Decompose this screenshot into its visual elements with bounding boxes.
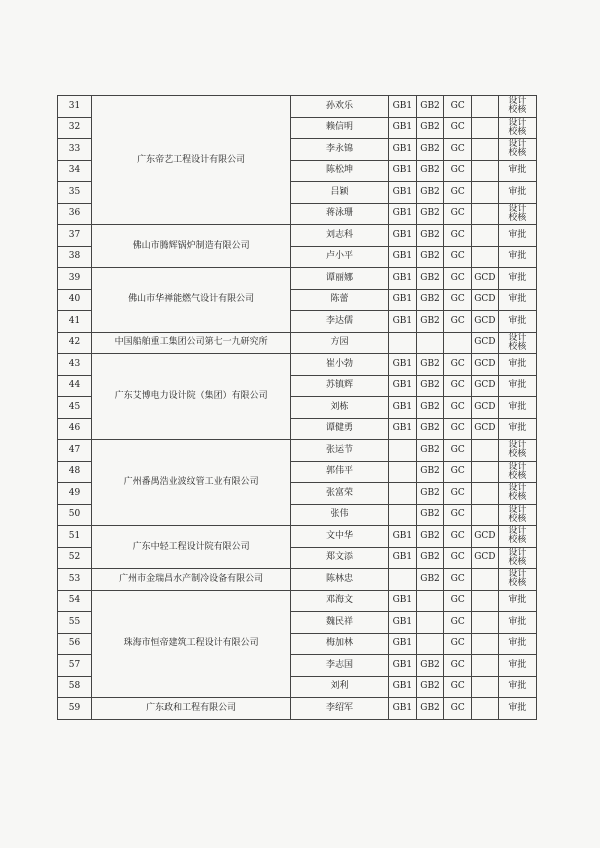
cert-gb2 — [416, 633, 444, 655]
cert-gc: GC — [444, 612, 472, 634]
cert-gc: GC — [444, 203, 472, 225]
table-row — [58, 96, 537, 118]
cert-gb1 — [389, 483, 417, 505]
role-cell: 审批 — [498, 225, 536, 247]
cert-gb2: GB2 — [416, 354, 444, 376]
role-cell: 审批 — [498, 676, 536, 698]
row-number: 57 — [58, 655, 92, 677]
cert-gb1: GB1 — [389, 268, 417, 290]
person-name: 崔小勃 — [291, 354, 389, 376]
cert-gb2: GB2 — [416, 547, 444, 569]
role-cell: 设计 校核 — [498, 203, 536, 225]
cert-gb1: GB1 — [389, 397, 417, 419]
person-name: 张伟 — [291, 504, 389, 526]
person-name: 刘志科 — [291, 225, 389, 247]
cert-gc: GC — [444, 655, 472, 677]
cert-gcd: GCD — [472, 418, 499, 440]
cert-gcd — [472, 612, 499, 634]
cert-gb2: GB2 — [416, 117, 444, 139]
cert-gc: GC — [444, 418, 472, 440]
row-number: 49 — [58, 483, 92, 505]
cert-gb2: GB2 — [416, 461, 444, 483]
role-cell: 设计 校核 — [498, 504, 536, 526]
cert-gcd — [472, 633, 499, 655]
cert-gb2: GB2 — [416, 397, 444, 419]
cert-gb1: GB1 — [389, 96, 417, 118]
role-cell: 审批 — [498, 182, 536, 204]
cert-gcd — [472, 504, 499, 526]
company-name: 广东中轻工程设计院有限公司 — [92, 526, 291, 569]
personnel-table — [57, 95, 537, 720]
cert-gb1 — [389, 461, 417, 483]
row-number: 53 — [58, 569, 92, 591]
role-cell: 设计 校核 — [498, 96, 536, 118]
cert-gcd: GCD — [472, 375, 499, 397]
company-name: 广州番禺浩业波纹管工业有限公司 — [92, 440, 291, 526]
cert-gb1: GB1 — [389, 139, 417, 161]
row-number: 42 — [58, 332, 92, 354]
cert-gb2: GB2 — [416, 698, 444, 720]
role-cell: 审批 — [498, 311, 536, 333]
cert-gb1: GB1 — [389, 526, 417, 548]
cert-gc: GC — [444, 182, 472, 204]
cert-gb1: GB1 — [389, 633, 417, 655]
cert-gc: GC — [444, 246, 472, 268]
person-name: 李志国 — [291, 655, 389, 677]
cert-gb2: GB2 — [416, 311, 444, 333]
row-number: 55 — [58, 612, 92, 634]
cert-gcd — [472, 117, 499, 139]
cert-gb2: GB2 — [416, 655, 444, 677]
row-number: 39 — [58, 268, 92, 290]
row-number: 31 — [58, 96, 92, 118]
cert-gc: GC — [444, 483, 472, 505]
company-name: 珠海市恒帝建筑工程设计有限公司 — [92, 590, 291, 698]
row-number: 54 — [58, 590, 92, 612]
cert-gc: GC — [444, 225, 472, 247]
person-name: 卢小平 — [291, 246, 389, 268]
cert-gb2: GB2 — [416, 268, 444, 290]
cert-gc: GC — [444, 268, 472, 290]
role-cell: 设计 校核 — [498, 139, 536, 161]
role-cell: 设计 校核 — [498, 526, 536, 548]
role-cell: 设计 校核 — [498, 483, 536, 505]
table-row — [58, 526, 537, 548]
cert-gcd — [472, 590, 499, 612]
table-row — [58, 440, 537, 462]
cert-gb2 — [416, 332, 444, 354]
table-row — [58, 569, 537, 591]
cert-gcd — [472, 96, 499, 118]
role-cell: 审批 — [498, 268, 536, 290]
cert-gb2: GB2 — [416, 504, 444, 526]
cert-gb1: GB1 — [389, 203, 417, 225]
person-name: 吕颖 — [291, 182, 389, 204]
cert-gcd — [472, 160, 499, 182]
cert-gb2: GB2 — [416, 203, 444, 225]
row-number: 40 — [58, 289, 92, 311]
cert-gcd — [472, 676, 499, 698]
role-cell: 审批 — [498, 354, 536, 376]
row-number: 44 — [58, 375, 92, 397]
role-cell: 审批 — [498, 633, 536, 655]
role-cell: 审批 — [498, 289, 536, 311]
cert-gcd: GCD — [472, 547, 499, 569]
cert-gb1 — [389, 569, 417, 591]
row-number: 35 — [58, 182, 92, 204]
cert-gb1 — [389, 504, 417, 526]
person-name: 谭健勇 — [291, 418, 389, 440]
person-name: 赖信明 — [291, 117, 389, 139]
table-row — [58, 225, 537, 247]
person-name: 李永锦 — [291, 139, 389, 161]
role-cell: 审批 — [498, 418, 536, 440]
cert-gc — [444, 332, 472, 354]
cert-gc: GC — [444, 160, 472, 182]
person-name: 李绍军 — [291, 698, 389, 720]
cert-gc: GC — [444, 698, 472, 720]
cert-gb1 — [389, 440, 417, 462]
role-cell: 设计 校核 — [498, 332, 536, 354]
person-name: 蒋泳珊 — [291, 203, 389, 225]
cert-gb1: GB1 — [389, 590, 417, 612]
company-name: 广东帝艺工程设计有限公司 — [92, 96, 291, 225]
role-cell: 设计 校核 — [498, 117, 536, 139]
cert-gb1: GB1 — [389, 117, 417, 139]
cert-gcd — [472, 440, 499, 462]
row-number: 37 — [58, 225, 92, 247]
cert-gc: GC — [444, 375, 472, 397]
cert-gc: GC — [444, 289, 472, 311]
cert-gb2: GB2 — [416, 569, 444, 591]
cert-gc: GC — [444, 590, 472, 612]
cert-gb1: GB1 — [389, 547, 417, 569]
row-number: 36 — [58, 203, 92, 225]
row-number: 41 — [58, 311, 92, 333]
cert-gc: GC — [444, 569, 472, 591]
cert-gb1: GB1 — [389, 418, 417, 440]
table-row — [58, 590, 537, 612]
company-name: 广东艾博电力设计院（集团）有限公司 — [92, 354, 291, 440]
person-name: 张富荣 — [291, 483, 389, 505]
cert-gc: GC — [444, 311, 472, 333]
person-name: 张运节 — [291, 440, 389, 462]
company-name: 广东政和工程有限公司 — [92, 698, 291, 720]
cert-gb1: GB1 — [389, 160, 417, 182]
cert-gcd — [472, 461, 499, 483]
row-number: 34 — [58, 160, 92, 182]
cert-gcd: GCD — [472, 332, 499, 354]
cert-gcd: GCD — [472, 289, 499, 311]
cert-gc: GC — [444, 96, 472, 118]
cert-gb2: GB2 — [416, 418, 444, 440]
cert-gb1: GB1 — [389, 289, 417, 311]
row-number: 47 — [58, 440, 92, 462]
row-number: 58 — [58, 676, 92, 698]
row-number: 33 — [58, 139, 92, 161]
company-name: 佛山市华禅能燃气设计有限公司 — [92, 268, 291, 333]
table-row — [58, 268, 537, 290]
cert-gcd — [472, 655, 499, 677]
cert-gc: GC — [444, 397, 472, 419]
cert-gb2 — [416, 612, 444, 634]
cert-gc: GC — [444, 676, 472, 698]
table-row — [58, 698, 537, 720]
person-name: 文中华 — [291, 526, 389, 548]
cert-gcd: GCD — [472, 526, 499, 548]
cert-gb1: GB1 — [389, 655, 417, 677]
row-number: 38 — [58, 246, 92, 268]
person-name: 陈林忠 — [291, 569, 389, 591]
person-name: 苏镇辉 — [291, 375, 389, 397]
cert-gb2: GB2 — [416, 676, 444, 698]
cert-gcd: GCD — [472, 268, 499, 290]
cert-gb1: GB1 — [389, 354, 417, 376]
cert-gb2 — [416, 590, 444, 612]
role-cell: 审批 — [498, 612, 536, 634]
cert-gcd: GCD — [472, 354, 499, 376]
cert-gcd — [472, 246, 499, 268]
role-cell: 设计 校核 — [498, 547, 536, 569]
table-row — [58, 354, 537, 376]
cert-gc: GC — [444, 526, 472, 548]
cert-gb2: GB2 — [416, 139, 444, 161]
person-name: 梅加林 — [291, 633, 389, 655]
person-name: 孙欢乐 — [291, 96, 389, 118]
cert-gc: GC — [444, 117, 472, 139]
person-name: 邓海文 — [291, 590, 389, 612]
person-name: 李达儒 — [291, 311, 389, 333]
cert-gc: GC — [444, 440, 472, 462]
person-name: 陈松坤 — [291, 160, 389, 182]
cert-gc: GC — [444, 139, 472, 161]
cert-gcd — [472, 139, 499, 161]
person-name: 郭伟平 — [291, 461, 389, 483]
cert-gcd: GCD — [472, 397, 499, 419]
role-cell: 审批 — [498, 698, 536, 720]
cert-gcd: GCD — [472, 311, 499, 333]
row-number: 32 — [58, 117, 92, 139]
row-number: 59 — [58, 698, 92, 720]
row-number: 50 — [58, 504, 92, 526]
table-row — [58, 332, 537, 354]
row-number: 45 — [58, 397, 92, 419]
cert-gc: GC — [444, 461, 472, 483]
cert-gb2: GB2 — [416, 289, 444, 311]
cert-gb2: GB2 — [416, 225, 444, 247]
role-cell: 审批 — [498, 246, 536, 268]
person-name: 谭丽娜 — [291, 268, 389, 290]
role-cell: 审批 — [498, 655, 536, 677]
cert-gc: GC — [444, 633, 472, 655]
company-name: 佛山市腾辉锅炉制造有限公司 — [92, 225, 291, 268]
cert-gb1: GB1 — [389, 375, 417, 397]
cert-gb2: GB2 — [416, 96, 444, 118]
person-name: 刘栋 — [291, 397, 389, 419]
cert-gb1: GB1 — [389, 246, 417, 268]
person-name: 魏民祥 — [291, 612, 389, 634]
cert-gb2: GB2 — [416, 160, 444, 182]
company-name: 中国船舶重工集团公司第七一九研究所 — [92, 332, 291, 354]
cert-gb2: GB2 — [416, 375, 444, 397]
row-number: 56 — [58, 633, 92, 655]
person-name: 方园 — [291, 332, 389, 354]
cert-gb2: GB2 — [416, 440, 444, 462]
cert-gcd — [472, 483, 499, 505]
cert-gb1: GB1 — [389, 311, 417, 333]
role-cell: 设计 校核 — [498, 461, 536, 483]
row-number: 46 — [58, 418, 92, 440]
cert-gb1: GB1 — [389, 225, 417, 247]
cert-gc: GC — [444, 504, 472, 526]
person-name: 刘利 — [291, 676, 389, 698]
row-number: 52 — [58, 547, 92, 569]
row-number: 51 — [58, 526, 92, 548]
cert-gcd — [472, 203, 499, 225]
role-cell: 审批 — [498, 397, 536, 419]
role-cell: 审批 — [498, 375, 536, 397]
cert-gb2: GB2 — [416, 483, 444, 505]
role-cell: 审批 — [498, 590, 536, 612]
role-cell: 设计 校核 — [498, 569, 536, 591]
cert-gb1: GB1 — [389, 182, 417, 204]
cert-gc: GC — [444, 354, 472, 376]
person-name: 郑文添 — [291, 547, 389, 569]
cert-gcd — [472, 182, 499, 204]
cert-gb1 — [389, 332, 417, 354]
row-number: 48 — [58, 461, 92, 483]
cert-gb1: GB1 — [389, 612, 417, 634]
company-name: 广州市金瑞昌水产制冷设备有限公司 — [92, 569, 291, 591]
personnel-table-body — [58, 96, 537, 720]
cert-gb1: GB1 — [389, 676, 417, 698]
role-cell: 审批 — [498, 160, 536, 182]
cert-gb1: GB1 — [389, 698, 417, 720]
cert-gb2: GB2 — [416, 526, 444, 548]
cert-gcd — [472, 225, 499, 247]
row-number: 43 — [58, 354, 92, 376]
cert-gcd — [472, 569, 499, 591]
cert-gb2: GB2 — [416, 246, 444, 268]
cert-gb2: GB2 — [416, 182, 444, 204]
cert-gcd — [472, 698, 499, 720]
cert-gc: GC — [444, 547, 472, 569]
person-name: 陈蕾 — [291, 289, 389, 311]
role-cell: 设计 校核 — [498, 440, 536, 462]
